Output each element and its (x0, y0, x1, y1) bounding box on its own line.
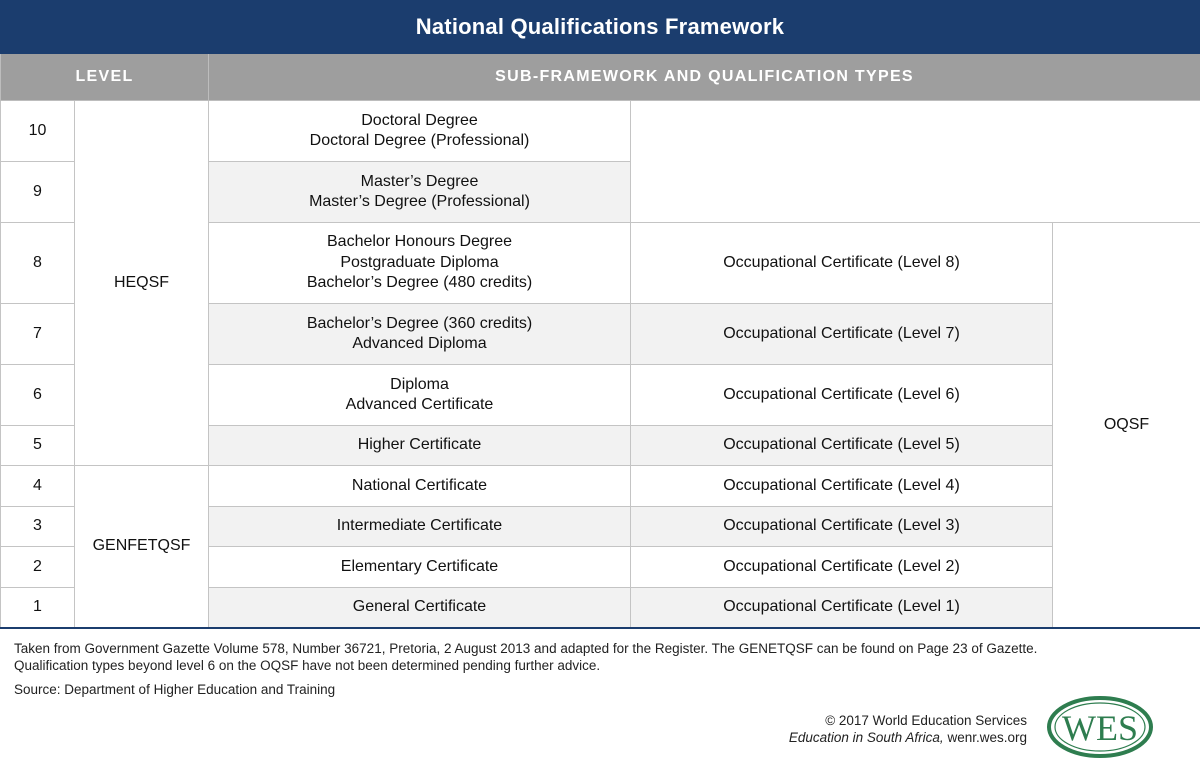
qualification-line: Higher Certificate (357, 436, 482, 454)
qualification-line: Bachelor Honours Degree (327, 233, 512, 251)
footnotes (0, 627, 1200, 697)
qualification-cell (209, 426, 631, 466)
qualification-line: Advanced Diploma (352, 335, 487, 352)
qualification-line: Elementary Certificate (340, 557, 499, 575)
qualification-line: General Certificate (352, 598, 487, 616)
qualification-line: Master’s Degree (Professional) (309, 193, 530, 210)
qualification-cell (209, 304, 631, 365)
occupational-cell: Occupational Certificate (Level 8) (631, 223, 1053, 304)
level-cell: 5 (1, 426, 75, 466)
note-line: Qualification types beyond level 6 on the OQSF have not been determined pending further advice. (14, 658, 601, 673)
qualification-line: Diploma (390, 375, 449, 393)
occupational-cell: Occupational Certificate (Level 5) (631, 426, 1053, 466)
level-cell: 1 (1, 588, 75, 628)
level-cell: 8 (1, 223, 75, 304)
qualification-cell (209, 588, 631, 628)
table-header-row (1, 54, 1200, 101)
level-cell: 4 (1, 466, 75, 507)
qualification-cell (209, 162, 631, 223)
level-cell: 7 (1, 304, 75, 365)
qualification-cell (209, 547, 631, 588)
qualification-line: Doctoral Degree (Professional) (309, 132, 530, 149)
empty-cell (631, 101, 1200, 223)
occupational-cell: Occupational Certificate (Level 6) (631, 365, 1053, 426)
level-cell: 3 (1, 507, 75, 547)
qualification-cell (209, 507, 631, 547)
level-cell: 2 (1, 547, 75, 588)
publication-line (789, 729, 1027, 746)
qualification-cell (209, 223, 631, 304)
qualification-line: Postgraduate Diploma (340, 253, 499, 271)
table-row (1, 101, 1200, 162)
occupational-cell: Occupational Certificate (Level 4) (631, 466, 1053, 507)
qualification-line: Bachelor’s Degree (480 credits) (306, 274, 533, 292)
publication-title: Education in South Africa, (788, 730, 944, 745)
level-cell: 6 (1, 365, 75, 426)
level-cell: 10 (1, 101, 75, 162)
note-line: Taken from Government Gazette Volume 578, Number 36721, Pretoria, 2 August 2013 and adapted for the Register. The GENETQSF can be found on Page 23 of Gazette. (14, 641, 1038, 656)
qualifications-table (0, 54, 1200, 628)
qualification-cell (209, 365, 631, 426)
genfetqsf-cell: GENFETQSF (75, 466, 209, 628)
page-title: National Qualifications Framework (0, 0, 1200, 54)
table-row (1, 466, 1200, 507)
occupational-cell: Occupational Certificate (Level 7) (631, 304, 1053, 365)
level-header: LEVEL (1, 54, 209, 101)
qualification-line: Master’s Degree (360, 172, 479, 190)
occupational-cell: Occupational Certificate (Level 2) (631, 547, 1053, 588)
heqsf-cell: HEQSF (75, 101, 209, 466)
occupational-cell: Occupational Certificate (Level 1) (631, 588, 1053, 628)
oqsf-cell: OQSF (1053, 223, 1200, 628)
credit-block (789, 712, 1027, 746)
copyright-text: © 2017 World Education Services (825, 713, 1027, 728)
qualification-line: Bachelor’s Degree (360 credits) (306, 314, 533, 332)
note-text (14, 640, 1174, 674)
site-link[interactable]: wenr.wes.org (947, 730, 1027, 745)
qualification-line: Advanced Certificate (345, 396, 494, 413)
occupational-cell: Occupational Certificate (Level 3) (631, 507, 1053, 547)
qualification-cell (209, 466, 631, 507)
wes-logo (1046, 695, 1154, 759)
logo-text: WES (1062, 708, 1138, 748)
subframework-header: SUB-FRAMEWORK AND QUALIFICATION TYPES (209, 54, 1200, 101)
qualification-line: National Certificate (351, 476, 488, 494)
level-cell: 9 (1, 162, 75, 223)
qualification-line: Doctoral Degree (361, 111, 478, 129)
source-note: Source: Department of Higher Education and Training (14, 682, 336, 697)
qualification-cell (209, 101, 631, 162)
qualification-line: Intermediate Certificate (336, 517, 503, 535)
